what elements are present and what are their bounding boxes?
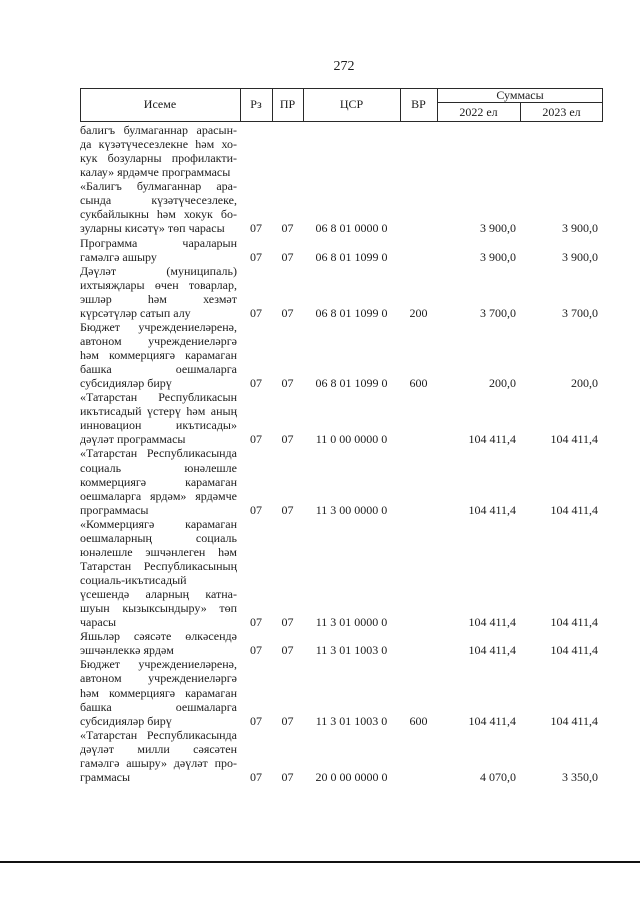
rz-cell: 07 bbox=[250, 615, 262, 630]
table-row bbox=[80, 728, 603, 784]
row-name-line: «Татарстан Республикасында bbox=[80, 727, 237, 742]
row-name-line: автоном учреждениеләргә bbox=[80, 671, 237, 686]
sum-2023-cell: 104 411,4 bbox=[550, 713, 598, 728]
row-name-line: «Коммерциягә карамаган bbox=[80, 516, 237, 531]
table-row bbox=[80, 517, 603, 630]
row-name-line: Дәүләт (муниципаль) bbox=[80, 263, 237, 278]
sum-2023-cell: 3 900,0 bbox=[562, 221, 598, 236]
row-name-cell bbox=[80, 728, 240, 784]
header-name: Исеме bbox=[143, 96, 177, 111]
sum-2023-cell: 3 350,0 bbox=[562, 769, 598, 784]
table-row bbox=[80, 179, 603, 235]
vr-cell bbox=[400, 503, 437, 517]
table-body bbox=[80, 123, 603, 784]
sum-2023-cell: 3 700,0 bbox=[562, 305, 598, 320]
rz-cell bbox=[240, 165, 272, 179]
sum-2023-cell: 104 411,4 bbox=[550, 432, 598, 447]
row-name-line: үсешендә аларның катна- bbox=[80, 587, 237, 602]
row-name-cell bbox=[80, 123, 240, 179]
rz-cell: 07 bbox=[250, 432, 262, 447]
header-rz: Рз bbox=[250, 96, 262, 111]
rz-cell: 07 bbox=[250, 221, 262, 236]
vr-cell bbox=[400, 165, 437, 179]
row-name-line: «Татарстан Республикасында bbox=[80, 446, 237, 461]
row-name-line: «Татарстан Республикасын bbox=[80, 390, 237, 405]
row-name-line: Татарстан Республикасының bbox=[80, 558, 237, 573]
csr-cell: 11 3 01 1003 0 bbox=[315, 643, 388, 658]
row-name-cell bbox=[80, 320, 240, 390]
rz-cell: 07 bbox=[250, 376, 262, 391]
row-name-line: һәм коммерциягә карамаган bbox=[80, 348, 237, 362]
row-name-line: Бюджет учреждениеләренә, bbox=[80, 657, 237, 672]
row-name-line: гамәлгә ашыру bbox=[80, 249, 157, 264]
page-number: 272 bbox=[333, 59, 355, 74]
table-row bbox=[80, 320, 603, 390]
pr-cell: 07 bbox=[281, 643, 294, 658]
table-row bbox=[80, 390, 603, 446]
sum-2023-cell bbox=[520, 165, 603, 179]
row-name-line: шуын кызыксындыру» төп bbox=[80, 601, 237, 616]
rz-cell: 07 bbox=[250, 643, 262, 658]
row-name-line: оешмаларның социаль bbox=[80, 530, 237, 545]
row-name-line: программасы bbox=[80, 502, 149, 517]
row-name-line: субсидияләр бирү bbox=[80, 713, 172, 728]
sum-2023-cell: 104 411,4 bbox=[550, 502, 598, 517]
row-name-cell bbox=[80, 517, 240, 630]
table-row bbox=[80, 629, 603, 657]
row-name-line: автоном учреждениеләргә bbox=[80, 333, 237, 348]
row-name-line: икътисадый үстерү һәм аның bbox=[80, 404, 237, 419]
pr-cell: 07 bbox=[281, 502, 294, 517]
vr-cell: 600 bbox=[409, 376, 428, 391]
pr-cell: 07 bbox=[281, 376, 294, 391]
row-name-line: да күзәтүчесезлекне һәм хо- bbox=[80, 137, 237, 152]
row-name-cell bbox=[80, 390, 240, 446]
row-name-line: дәүләт милли сәясәтен bbox=[80, 741, 237, 756]
row-name-line: сукбайлыкны һәм хокук бо- bbox=[80, 207, 237, 222]
header-year-2022: 2022 ел bbox=[459, 104, 498, 119]
header-vr: ВР bbox=[411, 96, 426, 111]
row-name-line: субсидияләр бирү bbox=[80, 376, 172, 391]
vr-cell bbox=[400, 250, 437, 264]
row-name-line: гамәлгә ашыру» дәүләт про- bbox=[80, 755, 237, 770]
scan-edge-line bbox=[0, 861, 640, 863]
sum-2022-cell: 104 411,4 bbox=[468, 643, 516, 658]
csr-cell: 11 3 01 0000 0 bbox=[315, 615, 388, 630]
sum-2022-cell: 104 411,4 bbox=[468, 713, 516, 728]
vr-cell bbox=[400, 770, 437, 784]
rz-cell: 07 bbox=[250, 249, 262, 264]
header-pr: ПР bbox=[279, 96, 296, 111]
row-name-line: башка оешмаларга bbox=[80, 699, 237, 714]
row-name-line: социаль-икътисадый bbox=[80, 573, 187, 587]
row-name-line: ихтыяҗлары өчен товарлар, bbox=[80, 277, 237, 292]
row-name-cell bbox=[80, 236, 240, 264]
row-name-cell bbox=[80, 446, 240, 516]
table-header bbox=[80, 88, 603, 122]
csr-cell: 20 0 00 0000 0 bbox=[315, 769, 388, 784]
vr-cell bbox=[400, 221, 437, 235]
row-name-line: коммерциягә карамаган bbox=[80, 474, 237, 489]
row-name-cell bbox=[80, 629, 240, 657]
rz-cell: 07 bbox=[250, 305, 262, 320]
vr-cell bbox=[400, 643, 437, 657]
row-name-cell bbox=[80, 264, 240, 320]
row-name-cell bbox=[80, 657, 240, 727]
header-csr: ЦСР bbox=[339, 96, 364, 111]
row-name-line: чарасы bbox=[80, 615, 117, 630]
row-name-line: һәм коммерциягә карамаган bbox=[80, 685, 237, 700]
sum-2022-cell: 3 900,0 bbox=[480, 221, 516, 236]
row-name-line: дәүләт программасы bbox=[80, 432, 186, 447]
sum-2022-cell: 4 070,0 bbox=[480, 769, 516, 784]
sum-2022-cell: 104 411,4 bbox=[468, 432, 516, 447]
row-name-line: Программа чараларын bbox=[80, 235, 237, 250]
csr-cell: 06 8 01 0000 0 bbox=[315, 221, 388, 236]
sum-2022-cell: 104 411,4 bbox=[468, 615, 516, 630]
pr-cell: 07 bbox=[281, 769, 294, 784]
sum-2023-cell: 3 900,0 bbox=[562, 249, 598, 264]
row-name-line: башка оешмаларга bbox=[80, 362, 237, 377]
vr-cell bbox=[400, 615, 437, 629]
vr-cell bbox=[400, 432, 437, 446]
sum-2022-cell: 3 700,0 bbox=[480, 305, 516, 320]
row-name-line: кук бозуларны профилакти- bbox=[80, 151, 237, 166]
header-border-bottom bbox=[80, 121, 603, 122]
row-name-line: эшләр һәм хезмәт bbox=[80, 291, 237, 306]
rz-cell: 07 bbox=[250, 769, 262, 784]
row-name-cell bbox=[80, 179, 240, 235]
sum-2022-cell: 104 411,4 bbox=[468, 502, 516, 517]
row-name-line: Бюджет учреждениеләренә, bbox=[80, 319, 237, 334]
sum-2023-cell: 104 411,4 bbox=[550, 643, 598, 658]
row-name-line: сында күзәтүчесезлеке, bbox=[80, 193, 237, 208]
sum-2023-cell: 200,0 bbox=[571, 376, 598, 391]
csr-cell: 06 8 01 1099 0 bbox=[315, 249, 388, 264]
pr-cell: 07 bbox=[281, 305, 294, 320]
vr-cell: 600 bbox=[409, 713, 428, 728]
row-name-line: оешмаларга ярдәм» ярдәмче bbox=[80, 488, 237, 503]
table-row bbox=[80, 446, 603, 516]
row-name-line: граммасы bbox=[80, 769, 131, 784]
row-name-line: зуларны кисәтү» төп чарасы bbox=[80, 221, 225, 236]
rz-cell: 07 bbox=[250, 502, 262, 517]
csr-cell bbox=[303, 165, 400, 179]
rz-cell: 07 bbox=[250, 713, 262, 728]
csr-cell: 06 8 01 1099 0 bbox=[315, 376, 388, 391]
csr-cell: 11 3 01 1003 0 bbox=[315, 713, 388, 728]
pr-cell: 07 bbox=[281, 432, 294, 447]
row-name-line: балигъ булмаганнар арасын- bbox=[80, 123, 237, 137]
row-name-line: Яшьләр сәясәте өлкәсендә bbox=[80, 629, 237, 644]
row-name-line: калау» ярдәмче программасы bbox=[80, 165, 231, 180]
table-row bbox=[80, 264, 603, 320]
sum-2022-cell bbox=[437, 165, 520, 179]
pr-cell: 07 bbox=[281, 249, 294, 264]
row-name-line: инновацион икътисады» bbox=[80, 418, 237, 433]
table-row bbox=[80, 657, 603, 727]
table-row bbox=[80, 123, 603, 179]
pr-cell bbox=[272, 165, 303, 179]
header-year-2023: 2023 ел bbox=[542, 104, 581, 119]
sum-2022-cell: 3 900,0 bbox=[480, 249, 516, 264]
pr-cell: 07 bbox=[281, 221, 294, 236]
sum-2023-cell: 104 411,4 bbox=[550, 615, 598, 630]
table-row bbox=[80, 236, 603, 264]
pr-cell: 07 bbox=[281, 713, 294, 728]
row-name-line: социаль юнәлешле bbox=[80, 460, 237, 475]
row-name-line: күрсәтүләр сатып алу bbox=[80, 305, 191, 320]
csr-cell: 11 3 00 0000 0 bbox=[315, 502, 388, 517]
csr-cell: 11 0 00 0000 0 bbox=[315, 432, 388, 447]
row-name-line: юнәлешле эшчәнлеген һәм bbox=[80, 544, 237, 559]
row-name-line: эшчәнлеккә ярдәм bbox=[80, 643, 174, 658]
pr-cell: 07 bbox=[281, 615, 294, 630]
row-name-line: «Балигъ булмаганнар ара- bbox=[80, 179, 237, 194]
csr-cell: 06 8 01 1099 0 bbox=[315, 305, 388, 320]
vr-cell: 200 bbox=[409, 305, 428, 320]
header-sums: Суммасы bbox=[496, 87, 544, 102]
sum-2022-cell: 200,0 bbox=[489, 376, 516, 391]
